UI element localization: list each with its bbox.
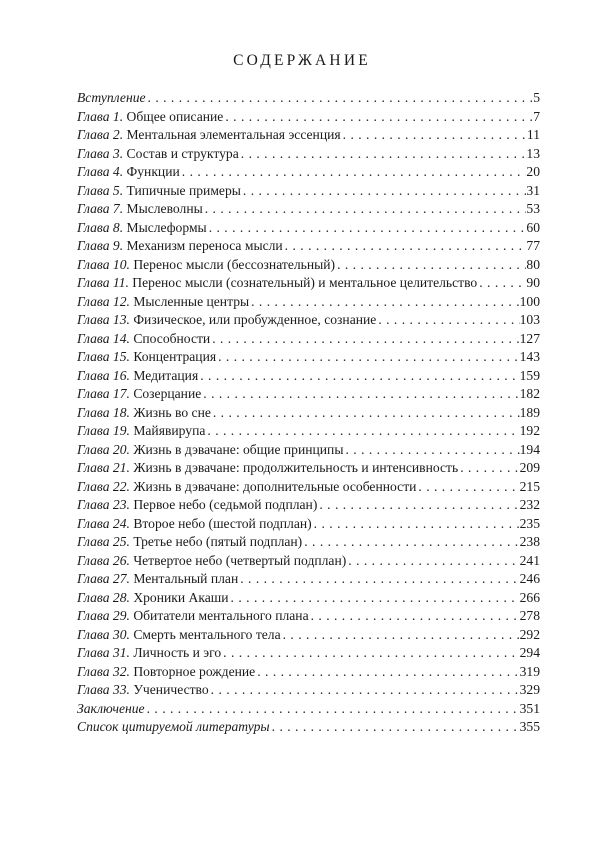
toc-entry-title: Четвертое небо (четвертый подплан) <box>133 552 347 568</box>
toc-entry-text <box>77 126 341 145</box>
toc-entry-text <box>77 441 343 460</box>
toc-entry-title: Третье небо (пятый подплан) <box>133 534 303 549</box>
toc-entry[interactable] <box>77 700 540 719</box>
toc-entry-text <box>77 589 229 608</box>
toc-chapter-number: Глава 5. <box>77 182 124 198</box>
toc-entry[interactable] <box>77 200 540 219</box>
toc-entry-title: Физическое, или пробужденное, сознание <box>133 312 377 327</box>
dot-leader <box>180 163 527 182</box>
toc-chapter-number: Глава 17. <box>77 386 130 401</box>
toc-entry-title: Хроники Акаши <box>133 589 229 605</box>
toc-chapter-number: Глава 19. <box>77 423 130 438</box>
toc-entry-title: Смерть ментального тела <box>133 626 281 642</box>
toc-entry-title: Ментальная элементальная эссенция <box>126 127 341 142</box>
toc-entry-title: Мыслеволны <box>126 201 203 216</box>
toc-page-number: 232 <box>519 497 540 512</box>
toc-entry[interactable] <box>77 663 540 682</box>
toc-chapter-number: Глава 29. <box>77 608 130 623</box>
dot-leader <box>146 89 534 108</box>
dot-leader <box>302 533 519 552</box>
toc-page-number: 90 <box>526 275 540 290</box>
toc-page-number: 127 <box>519 330 540 346</box>
toc-page-number: 77 <box>526 238 540 253</box>
dot-leader <box>207 219 527 238</box>
toc-entry-title: Концентрация <box>133 349 217 364</box>
toc-chapter-number: Глава 7. <box>77 201 124 216</box>
toc-page-number: 143 <box>519 349 540 364</box>
toc-entry-text <box>77 718 270 737</box>
toc-entry-title: Второе небо (шестой подплан) <box>133 515 312 531</box>
toc-entry-text <box>77 330 210 349</box>
toc-chapter-number: Глава 33. <box>77 682 130 697</box>
toc-entry[interactable] <box>77 89 540 108</box>
toc-page-number: 294 <box>519 645 540 660</box>
toc-chapter-number: Глава 11. <box>77 275 129 290</box>
toc-page-number: 189 <box>519 404 540 420</box>
dot-leader <box>216 348 520 367</box>
dot-leader <box>309 607 520 626</box>
dot-leader <box>416 478 519 497</box>
toc-page-number: 209 <box>519 460 540 475</box>
toc-entry-title: Мыслеформы <box>126 219 207 235</box>
dot-leader <box>210 330 519 349</box>
toc-page-number: 100 <box>519 293 540 309</box>
dot-leader <box>312 515 520 534</box>
toc-entry-text <box>77 385 201 404</box>
toc-page-number: 355 <box>519 719 540 734</box>
toc-entry-text <box>77 367 198 386</box>
toc-entry-text <box>77 533 302 552</box>
dot-leader <box>205 422 519 441</box>
toc-entry[interactable] <box>77 163 540 182</box>
toc-entry[interactable] <box>77 108 540 127</box>
toc-entry-text <box>77 108 223 127</box>
toc-entry[interactable] <box>77 644 540 663</box>
toc-chapter-number: Глава 4. <box>77 164 124 179</box>
toc-chapter-number: Глава 14. <box>77 330 130 346</box>
dot-leader <box>255 663 519 682</box>
toc-entry[interactable] <box>77 348 540 367</box>
toc-page-number: 241 <box>519 552 540 568</box>
toc-entry[interactable] <box>77 607 540 626</box>
toc-entry-text <box>77 237 283 256</box>
toc-entry[interactable] <box>77 533 540 552</box>
toc-entry[interactable] <box>77 330 540 349</box>
toc-entry-text <box>77 311 376 330</box>
toc-page-number: 329 <box>519 682 540 697</box>
toc-entry-title: Типичные примеры <box>126 182 241 198</box>
dot-leader <box>341 126 527 145</box>
toc-entry[interactable] <box>77 311 540 330</box>
toc-entry-title: Медитация <box>133 367 199 383</box>
toc-chapter-number: Глава 31. <box>77 645 130 660</box>
toc-chapter-number: Глава 25. <box>77 534 130 549</box>
toc-entry[interactable] <box>77 422 540 441</box>
toc-entry[interactable] <box>77 681 540 700</box>
toc-chapter-number: Глава 22. <box>77 478 130 494</box>
toc-entry[interactable] <box>77 718 540 737</box>
toc-page-number: 60 <box>526 219 540 235</box>
toc-entry[interactable] <box>77 182 540 201</box>
toc-chapter-number: Глава 10. <box>77 256 130 272</box>
dot-leader <box>239 145 527 164</box>
toc-chapter-number: Глава 13. <box>77 312 130 327</box>
dot-leader <box>249 293 519 312</box>
toc-entry-title: Первое небо (седьмой подплан) <box>133 497 318 512</box>
toc-chapter-number: Глава 20. <box>77 441 130 457</box>
toc-entry-text <box>77 607 309 626</box>
toc-entry-title: Майявирупа <box>133 423 206 438</box>
toc-page-number: 103 <box>519 312 540 327</box>
toc-entry-text <box>77 478 416 497</box>
dot-leader <box>317 496 519 515</box>
toc-entry[interactable] <box>77 126 540 145</box>
toc-entry-title: Общее описание <box>126 108 224 124</box>
dot-leader <box>458 459 519 478</box>
toc-entry-title: Мысленные центры <box>133 293 250 309</box>
toc-page-number: 292 <box>519 626 540 642</box>
toc-chapter-number: Глава 3. <box>77 145 124 161</box>
toc-page-number: 80 <box>526 256 540 272</box>
toc-entry-text <box>77 293 249 312</box>
toc-chapter-number: Глава 18. <box>77 404 130 420</box>
toc-entry-text <box>77 496 317 515</box>
toc-entry-text <box>77 274 477 293</box>
toc-entry[interactable] <box>77 459 540 478</box>
toc-entry[interactable] <box>77 274 540 293</box>
toc-entry-text <box>77 552 346 571</box>
toc-entry[interactable] <box>77 626 540 645</box>
toc-entry-title: Заключение <box>77 700 145 716</box>
toc-entry[interactable] <box>77 145 540 164</box>
dot-leader <box>203 200 527 219</box>
toc-chapter-number: Глава 24. <box>77 515 130 531</box>
toc-entry[interactable] <box>77 552 540 571</box>
toc-entry-title: Способности <box>133 330 211 346</box>
toc-entry-text <box>77 89 146 108</box>
toc-entry[interactable] <box>77 515 540 534</box>
toc-entry[interactable] <box>77 256 540 275</box>
toc-entry-title: Ученичество <box>133 682 209 697</box>
toc-entry-title: Жизнь в дэвачане: дополнительные особенности <box>133 478 417 494</box>
toc-chapter-number: Глава 28. <box>77 589 130 605</box>
toc-entry-text <box>77 256 335 275</box>
toc-page-number: 7 <box>533 108 540 124</box>
toc-entry[interactable] <box>77 441 540 460</box>
toc-chapter-number: Глава 16. <box>77 367 130 383</box>
toc-entry-text <box>77 145 239 164</box>
toc-page-number: 192 <box>519 423 540 438</box>
toc-entry-title: Жизнь в дэвачане: продолжительность и интенсивность <box>133 460 459 475</box>
toc-chapter-number: Глава 26. <box>77 552 130 568</box>
dot-leader <box>211 404 520 423</box>
dot-leader <box>223 108 533 127</box>
toc-entry-title: Созерцание <box>133 386 202 401</box>
toc-entry-text <box>77 422 205 441</box>
toc-entry[interactable] <box>77 385 540 404</box>
toc-page-number: 194 <box>519 441 540 457</box>
toc-entry[interactable] <box>77 219 540 238</box>
toc-entry[interactable] <box>77 367 540 386</box>
toc-entry-text <box>77 644 221 663</box>
toc-chapter-number: Глава 30. <box>77 626 130 642</box>
dot-leader <box>198 367 519 386</box>
toc-page-number: 31 <box>526 182 540 198</box>
toc-entry-title: Перенос мысли (бессознательный) <box>133 256 336 272</box>
toc-page-number: 235 <box>519 515 540 531</box>
toc-page-number: 238 <box>519 534 540 549</box>
toc-chapter-number: Глава 8. <box>77 219 124 235</box>
dot-leader <box>283 237 527 256</box>
toc-chapter-number: Глава 12. <box>77 293 130 309</box>
dot-leader <box>376 311 519 330</box>
toc-entry[interactable] <box>77 496 540 515</box>
toc-chapter-number: Глава 23. <box>77 497 130 512</box>
page-title: СОДЕРЖАНИЕ <box>233 52 371 69</box>
toc-entry-text <box>77 459 458 478</box>
toc-entry-title: Повторное рождение <box>133 663 256 679</box>
toc-entry-title: Перенос мысли (сознательный) и ментальное целительство <box>132 275 478 290</box>
toc-page-number: 215 <box>519 478 540 494</box>
toc-page-number: 351 <box>519 700 540 716</box>
toc-page-number: 13 <box>526 145 540 161</box>
dot-leader <box>145 700 520 719</box>
dot-leader <box>346 552 519 571</box>
toc-page-number: 159 <box>519 367 540 383</box>
toc-chapter-number: Глава 32. <box>77 663 130 679</box>
toc-page-number: 11 <box>526 127 540 142</box>
dot-leader <box>281 626 520 645</box>
toc-entry-title: Список цитируемой литературы <box>77 719 270 734</box>
toc-entry-text <box>77 570 238 589</box>
dot-leader <box>221 644 519 663</box>
toc-entry[interactable] <box>77 589 540 608</box>
dot-leader <box>209 681 520 700</box>
toc-chapter-number: Глава 27. <box>77 571 130 586</box>
toc-entry-text <box>77 700 145 719</box>
dot-leader <box>229 589 520 608</box>
toc-entry-text <box>77 404 211 423</box>
toc-page-number: 5 <box>533 90 540 105</box>
toc-entry-title: Жизнь в дэвачане: общие принципы <box>133 441 344 457</box>
toc-entry[interactable] <box>77 237 540 256</box>
toc-entry-title: Ментальный план <box>133 571 239 586</box>
toc-page-number: 278 <box>519 608 540 623</box>
toc-page-number: 246 <box>519 571 540 586</box>
toc-entry-text <box>77 219 207 238</box>
toc-entry-title: Личность и эго <box>133 645 222 660</box>
toc-entry[interactable] <box>77 404 540 423</box>
toc-entry-title: Состав и структура <box>126 145 239 161</box>
toc-entry-title: Вступление <box>77 90 146 105</box>
toc-page-number: 182 <box>519 386 540 401</box>
toc-entry-title: Функции <box>126 164 180 179</box>
toc-entry-text <box>77 348 216 367</box>
toc-chapter-number: Глава 21. <box>77 460 130 475</box>
dot-leader <box>477 274 526 293</box>
toc-chapter-number: Глава 15. <box>77 349 130 364</box>
dot-leader <box>343 441 519 460</box>
toc-page-number: 319 <box>519 663 540 679</box>
toc-entry-text <box>77 163 180 182</box>
toc-chapter-number: Глава 2. <box>77 127 124 142</box>
dot-leader <box>270 718 520 737</box>
toc-list <box>77 89 540 737</box>
toc-chapter-number: Глава 9. <box>77 238 124 253</box>
toc-entry-title: Механизм переноса мысли <box>126 238 283 253</box>
toc-entry[interactable] <box>77 478 540 497</box>
dot-leader <box>238 570 519 589</box>
toc-entry-text <box>77 182 241 201</box>
toc-entry-text <box>77 515 312 534</box>
toc-entry[interactable] <box>77 293 540 312</box>
toc-entry-text <box>77 200 203 219</box>
toc-entry[interactable] <box>77 570 540 589</box>
dot-leader <box>201 385 519 404</box>
toc-entry-text <box>77 626 281 645</box>
toc-page-number: 266 <box>519 589 540 605</box>
toc-chapter-number: Глава 1. <box>77 108 124 124</box>
toc-entry-title: Жизнь во сне <box>133 404 211 420</box>
toc-entry-text <box>77 681 209 700</box>
dot-leader <box>241 182 527 201</box>
dot-leader <box>335 256 526 275</box>
toc-entry-text <box>77 663 255 682</box>
toc-entry-title: Обитатели ментального плана <box>133 608 309 623</box>
toc-page-number: 20 <box>526 164 540 179</box>
toc-page-number: 53 <box>526 201 540 216</box>
